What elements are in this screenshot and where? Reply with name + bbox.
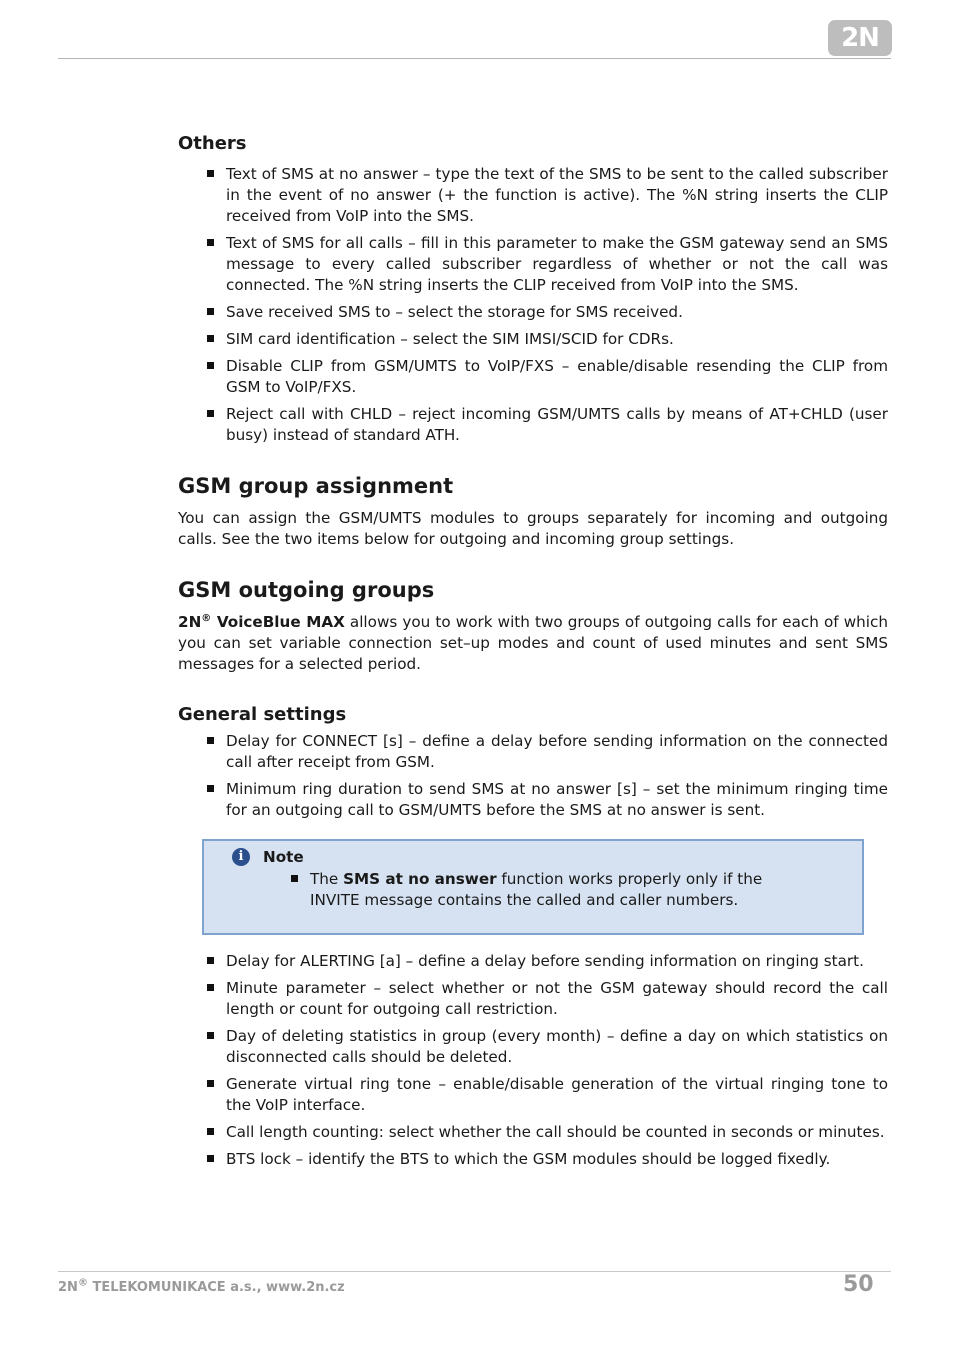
bullet-icon — [207, 362, 214, 369]
list-item: Call length counting: select whether the call should be counted in seconds or minutes. — [178, 1122, 888, 1143]
outgoing-groups-heading: GSM outgoing groups — [178, 578, 435, 602]
bullet-icon — [207, 737, 214, 744]
company-logo — [828, 20, 892, 56]
list-item: BTS lock – identify the BTS to which the GSM modules should be logged fixedly. — [178, 1149, 888, 1170]
note-header — [204, 845, 862, 869]
list-item: SIM card identification – select the SIM IMSI/SCID for CDRs. — [178, 329, 888, 350]
footer-divider — [58, 1271, 891, 1272]
logo-text: 2N — [841, 23, 879, 53]
list-item: Text of SMS at no answer – type the text of the SMS to be sent to the called subscriber in the event of no answer (+ the function is active). The %N string inserts the CLIP received from VoIP into the SMS. — [178, 164, 888, 227]
bullet-icon — [207, 957, 214, 964]
brand-name: 2N — [178, 613, 202, 631]
bullet-icon — [291, 875, 298, 882]
list-item: Minute parameter – select whether or not the GSM gateway should record the call length or count for outgoing call restriction. — [178, 978, 888, 1020]
group-assignment-heading: GSM group assignment — [178, 474, 454, 498]
list-item: Day of deleting statistics in group (every month) – define a day on which statistics on disconnected calls should be deleted. — [178, 1026, 888, 1068]
list-item: Text of SMS for all calls – fill in this parameter to make the GSM gateway send an SMS message to every called subscriber regardless of whether or not the call was connected. The %N string inserts the CLIP received from VoIP into the SMS. — [178, 233, 888, 296]
general-settings-heading: General settings — [178, 704, 347, 725]
page-content — [178, 128, 888, 1176]
note-title: Note — [263, 848, 304, 866]
bullet-icon — [207, 984, 214, 991]
bullet-icon — [207, 308, 214, 315]
bullet-icon — [207, 785, 214, 792]
list-item: Disable CLIP from GSM/UMTS to VoIP/FXS – enable/disable resending the CLIP from GSM to VoIP/FXS. — [178, 356, 888, 398]
bullet-icon — [207, 239, 214, 246]
others-heading: Others — [178, 133, 247, 154]
note-list — [204, 869, 862, 911]
bullet-icon — [207, 410, 214, 417]
list-item: Generate virtual ring tone – enable/disable generation of the virtual ringing tone to the VoIP interface. — [178, 1074, 888, 1116]
header-divider — [58, 58, 891, 59]
registered-mark: ® — [201, 612, 212, 624]
bullet-icon — [207, 335, 214, 342]
list-item: Delay for CONNECT [s] – define a delay before sending information on the connected call after receipt from GSM. — [178, 731, 888, 773]
note-box — [202, 839, 864, 935]
registered-mark: ® — [77, 1277, 88, 1289]
footer-company: 2N® TELEKOMUNIKACE a.s., www.2n.cz — [58, 1277, 345, 1295]
list-item: Save received SMS to – select the storage for SMS received. — [178, 302, 888, 323]
bullet-icon — [207, 1155, 214, 1162]
others-list — [178, 164, 888, 446]
list-item: Reject call with CHLD – reject incoming GSM/UMTS calls by means of AT+CHLD (user busy) instead of standard ATH. — [178, 404, 888, 446]
group-assignment-text: You can assign the GSM/UMTS modules to groups separately for incoming and outgoing calls. See the two items below for outgoing and incoming group settings. — [178, 509, 888, 548]
info-icon: i — [232, 848, 250, 866]
general-settings-list-continued — [178, 951, 888, 1170]
list-item: Delay for ALERTING [a] – define a delay before sending information on ringing start. — [178, 951, 888, 972]
bullet-icon — [207, 170, 214, 177]
list-item: Minimum ring duration to send SMS at no answer [s] – set the minimum ringing time for an outgoing call to GSM/UMTS before the SMS at no answer is sent. — [178, 779, 888, 821]
general-settings-list — [178, 731, 888, 821]
page-number: 50 — [843, 1272, 874, 1297]
bullet-icon — [207, 1032, 214, 1039]
bullet-icon — [207, 1128, 214, 1135]
bullet-icon — [207, 1080, 214, 1087]
outgoing-groups-text: 2N® VoiceBlue MAX allows you to work with two groups of outgoing calls for each of which you can set variable connection set–up modes and count of used minutes and sent SMS messages for a selected period. — [178, 612, 888, 673]
note-item: The SMS at no answer function works properly only if the INVITE message contains the called and caller numbers. — [204, 869, 862, 911]
product-name: VoiceBlue MAX — [211, 613, 345, 631]
